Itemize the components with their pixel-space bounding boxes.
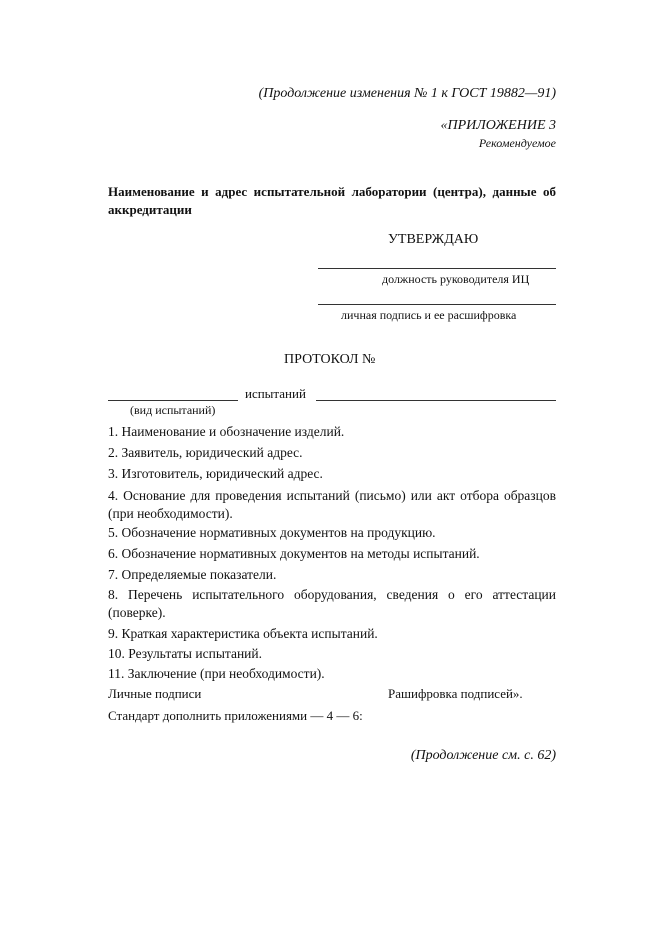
- test-type-line: [108, 400, 238, 401]
- list-item: 5. Обозначение нормативных документов на продукцию.: [108, 525, 436, 540]
- approval-title: УТВЕРЖДАЮ: [388, 232, 479, 247]
- signature-line: [318, 304, 556, 305]
- tests-word: испытаний: [245, 386, 306, 401]
- list-item: 10. Результаты испытаний.: [108, 646, 262, 661]
- position-line: [318, 268, 556, 269]
- position-caption: должность руководителя ИЦ: [382, 272, 530, 286]
- continuation-header: (Продолжение изменения № 1 к ГОСТ 19882—91): [258, 86, 556, 101]
- test-object-line: [316, 400, 556, 401]
- list-item: 9. Краткая характеристика объекта испытаний.: [108, 626, 378, 641]
- list-item: 3. Изготовитель, юридический адрес.: [108, 466, 323, 481]
- list-item: 11. Заключение (при необходимости).: [108, 666, 325, 681]
- signature-caption: личная подпись и ее расшифровка: [341, 308, 517, 322]
- protocol-title: ПРОТОКОЛ №: [284, 352, 376, 367]
- list-item: 8. Перечень испытательного оборудования, сведения о его аттестации (поверке).: [108, 587, 556, 620]
- footer-continuation: (Продолжение см. с. 62): [410, 748, 556, 763]
- list-item: 4. Основание для проведения испытаний (письмо) или акт отбора образцов (при необходимости).: [108, 488, 556, 521]
- signatures-left: Личные подписи: [108, 686, 202, 701]
- recommended-label: Рекомендуемое: [478, 136, 556, 150]
- list-item: 1. Наименование и обозначение изделий.: [108, 424, 345, 439]
- test-type-caption: (вид испытаний): [130, 403, 216, 417]
- list-item: 2. Заявитель, юридический адрес.: [108, 445, 303, 460]
- appendix-title: «ПРИЛОЖЕНИЕ 3: [440, 118, 556, 133]
- supplement-note: Стандарт дополнить приложениями — 4 — 6:: [108, 708, 363, 723]
- list-item: 7. Определяемые показатели.: [108, 567, 277, 582]
- signatures-right: Рашифровка подписей».: [388, 686, 523, 701]
- lab-heading: Наименование и адрес испытательной лаборатории (центра), данные об аккредитации: [108, 184, 556, 217]
- list-item: 6. Обозначение нормативных документов на методы испытаний.: [108, 546, 480, 561]
